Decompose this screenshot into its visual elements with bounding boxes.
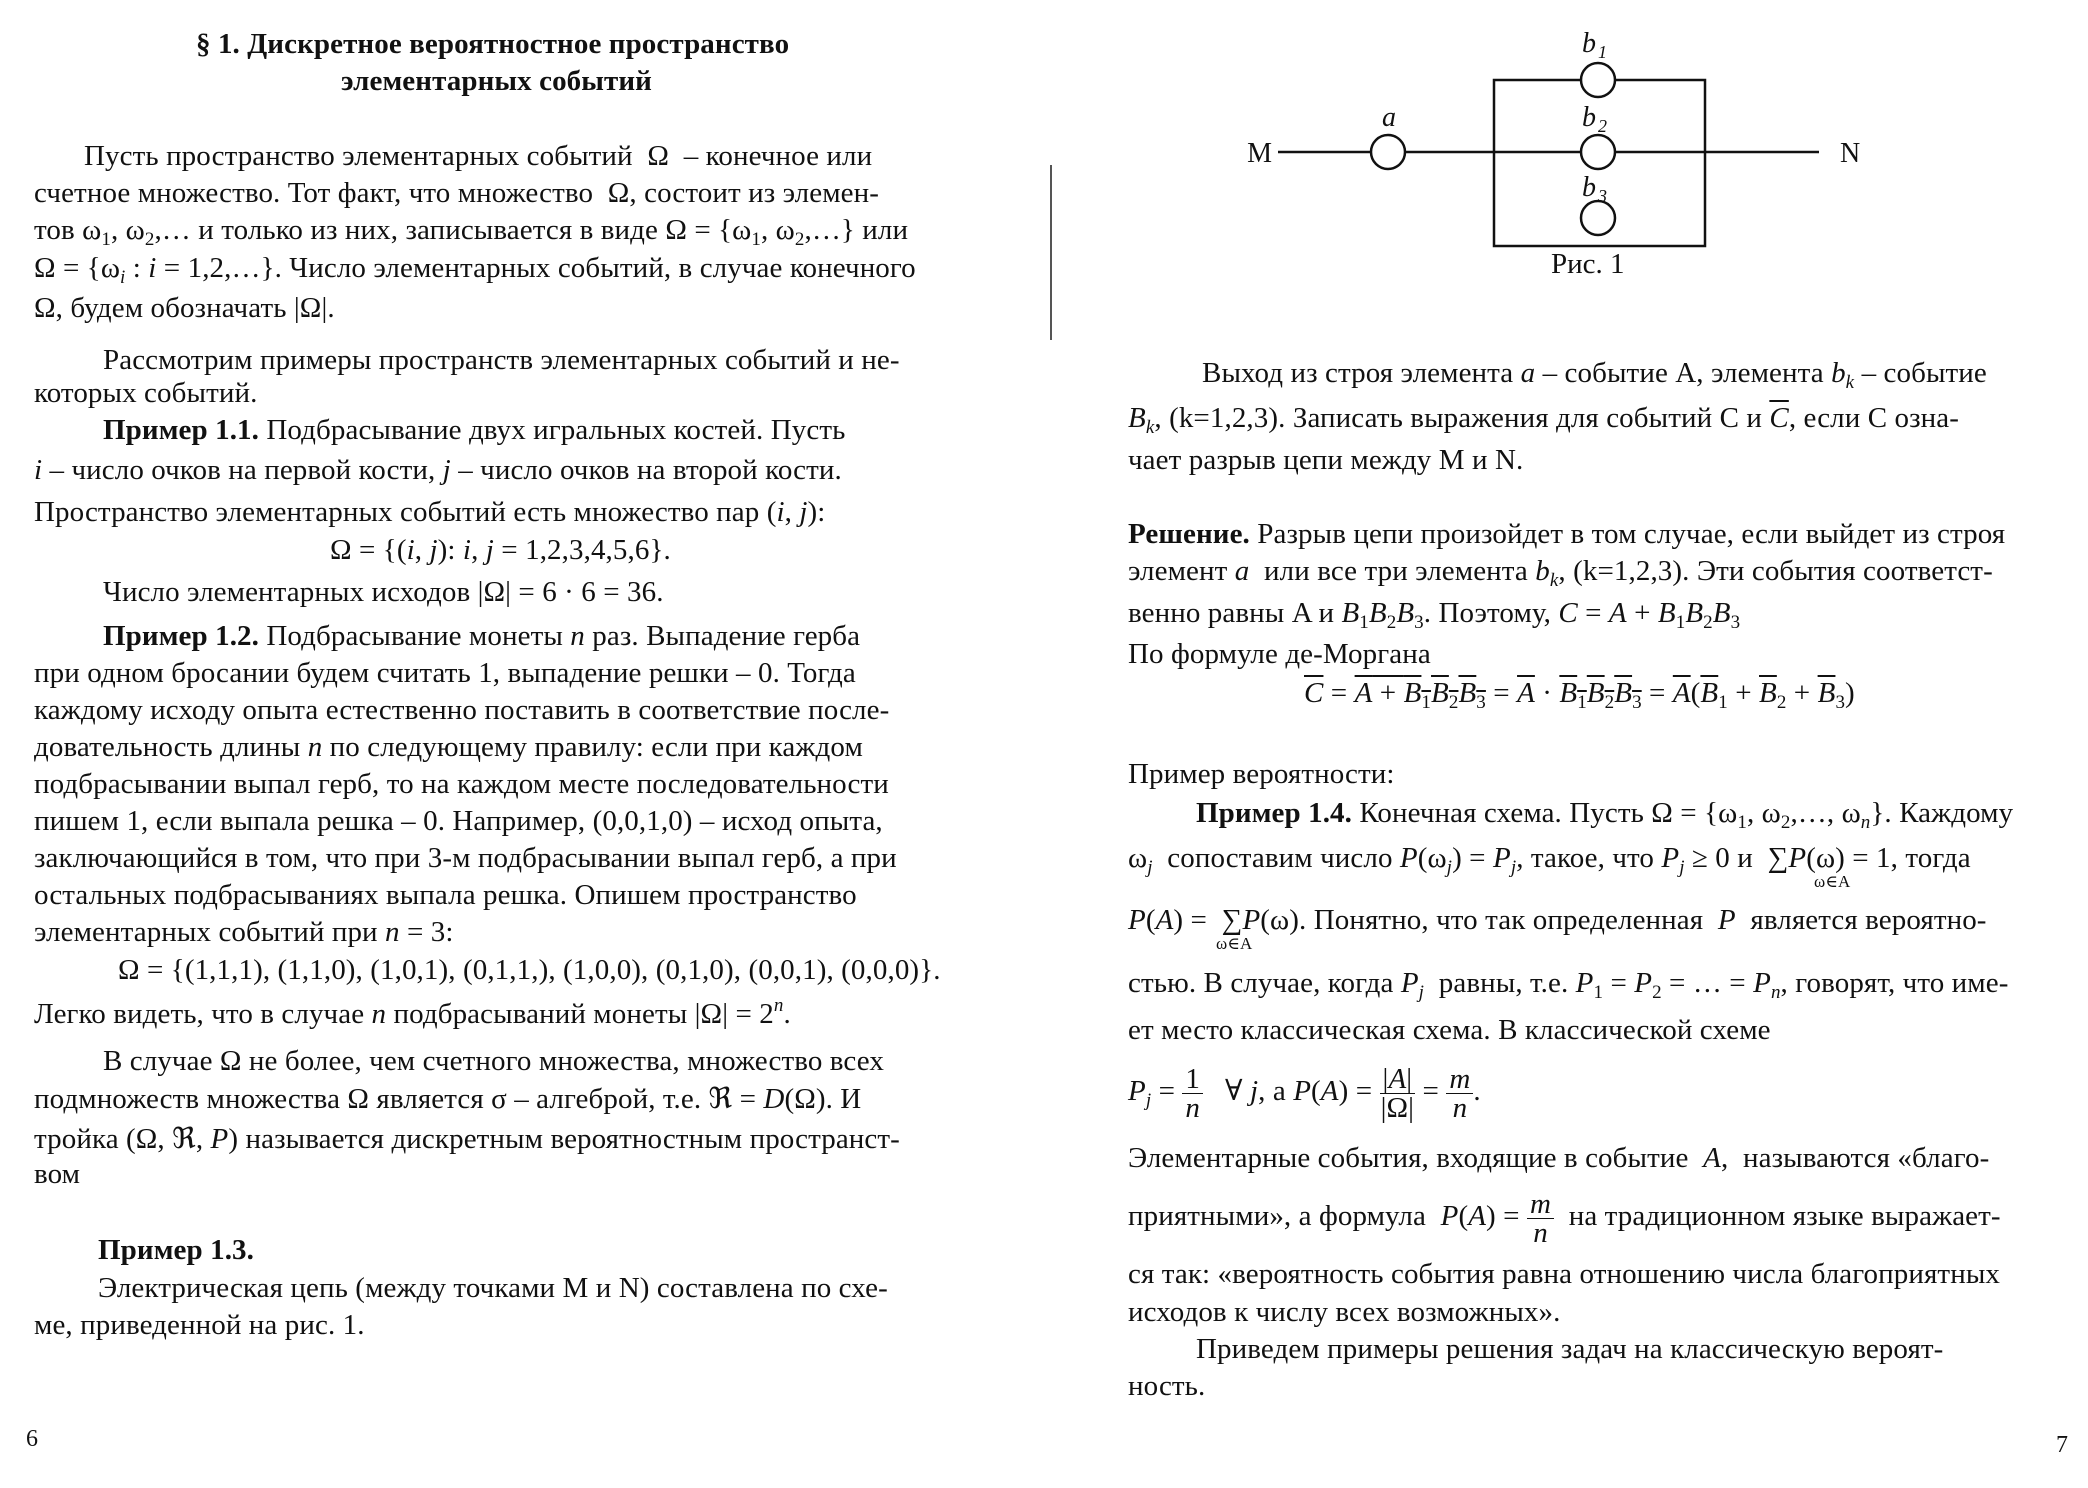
paragraph-line: Рассмотрим примеры пространств элементарных событий и не- (103, 344, 900, 376)
paragraph-line: тов $\omega_1$, $\omega_2,\dots$ и только из них, записывается в виде $\Omega = \{\omega_1$, $\omega_2,\dots$} или (34, 214, 909, 250)
label-b2: b (1582, 102, 1596, 133)
paragraph-line: которых событий. (34, 377, 258, 409)
example-1-2-line: каждому исходу опыта естественно поставить в соответствие после- (34, 694, 890, 726)
example-1-2-line: Легко видеть, что в случае n подбрасываний монеты $|\Omega| = 2^n$. (34, 995, 791, 1030)
example-1-2-line: пишем 1, если выпала решка – 0. Например, (0,0,1,0) – исход опыта, (34, 805, 883, 837)
solution-line: элемент a или все три элемента $b_k$, (k=1,2,3). Эти события соответст- (1128, 555, 1993, 591)
right-page (1044, 0, 2088, 1488)
example-1-2-line: элементарных событий при n = 3: (34, 916, 454, 948)
label-a: a (1382, 102, 1396, 133)
example-1-1-formula: Ω = {(i, j): i, j = 1,2,3,4,5,6}. (330, 534, 671, 566)
paragraph-line: тройка (Ω, ℜ, P) называется дискретным вероятностным пространст- (34, 1123, 900, 1155)
paragraph-line: Ω, будем обозначать |Ω|. (34, 292, 335, 324)
example-1-2-line: остальных подбрасываниях выпала решка. Опишем пространство (34, 879, 857, 911)
paragraph-line: Приведем примеры решения задач на классическую вероят- (1196, 1333, 1944, 1365)
example-1-4-line: стью. В случае, когда $P_j$ равны, т.е. $P_1 = P_2$ = … = $P_n$, говорят, что име- (1128, 967, 2009, 1003)
label-n: N (1840, 138, 1861, 169)
example-1-1-line: Пространство элементарных событий есть множество пар (i, j): (34, 496, 826, 528)
example-1-4-line: приятными», а формула P(A) = $\frac{m}{n}$ на традиционном языке выражает- (1128, 1188, 2001, 1249)
page-number: 7 (2056, 1432, 2068, 1458)
example-1-2-line: Пример 1.2. Подбрасывание монеты n раз. Выпадение герба (103, 620, 861, 652)
solution-title: Решение. (1128, 518, 1250, 550)
example-1-4-line: Пример 1.4. Конечная схема. Пусть $\Omega = \{\omega_1$, $\omega_2,\dots$, $\omega_n$}. Каждому (1196, 797, 2014, 833)
section-heading-line1: § 1. Дискретное вероятностное пространство (196, 28, 790, 60)
example-1-4-line: P(A) = ∑P(ω). Понятно, что так определенная P является вероятно- (1128, 904, 1987, 936)
figure-caption: Рис. 1 (1551, 248, 1625, 280)
label-b1: b (1582, 28, 1596, 59)
paragraph-line: вом (34, 1158, 81, 1190)
paragraph-line: счетное множество. Тот факт, что множество Ω, состоит из элемен- (34, 177, 879, 209)
example-1-1-line: Пример 1.1. Подбрасывание двух игральных костей. Пусть (103, 414, 846, 446)
example-1-3-line: ме, приведенной на рис. 1. (34, 1309, 365, 1341)
label-m: M (1247, 138, 1272, 169)
classical-formula: $P_j$ = $\frac{1}{n}$ ∀ j, а P(A) = $\frac{|A|}{|\Omega|}$ = $\frac{m}{n}$ . (1128, 1063, 1481, 1124)
example-1-1-line: Число элементарных исходов |Ω| = 6 · 6 = 36. (103, 576, 664, 608)
example-1-2-formula: Ω = {(1,1,1), (1,1,0), (1,0,1), (0,1,1,), (1,0,0), (0,1,0), (0,0,1), (0,0,0)}. (118, 954, 941, 986)
paragraph-line: Выход из строя элемента a – событие A, элемента $b_k$ – событие (1202, 357, 1987, 393)
example-1-4-line: ся так: «вероятность события равна отношению числа благоприятных (1128, 1258, 2001, 1290)
sum-subscript: ω∈A (1814, 872, 1851, 891)
paragraph-line: $B_k$, (k=1,2,3). Записать выражения для событий C и $\overline{C}$, если C озна- (1128, 402, 1960, 438)
example-1-2-line: подбрасывании выпал герб, то на каждом месте последовательности (34, 768, 889, 800)
example-1-4-line: ет место классическая схема. В классической схеме (1128, 1014, 1771, 1046)
example-1-4-line: $\omega_j$ сопоставим число $P(\omega_j) = P_j$, такое, что $P_j \ge 0$ и ∑P(ω) = 1, тогда (1128, 842, 1971, 878)
label-b3: b (1582, 172, 1596, 203)
example-1-1-title: Пример 1.1. (103, 414, 259, 446)
example-1-2-title: Пример 1.2. (103, 620, 259, 652)
label-b1-sub: 1 (1598, 42, 1607, 62)
solution-line: Решение. Разрыв цепи произойдет в том случае, если выйдет из строя (1128, 518, 2006, 550)
solution-line: По формуле де-Моргана (1128, 638, 1431, 670)
example-1-2-line: довательность длины n по следующему правилу: если при каждом (34, 731, 863, 763)
example-1-1-line: i – число очков на первой кости, j – число очков на второй кости. (34, 454, 842, 486)
paragraph-line: Пусть пространство элементарных событий Ω – конечное или (84, 140, 873, 172)
paragraph-line: В случае Ω не более, чем счетного множества, множество всех (103, 1045, 884, 1077)
example-1-3-line: Электрическая цепь (между точками M и N) составлена по схе- (98, 1272, 888, 1304)
paragraph-line: чает разрыв цепи между M и N. (1128, 444, 1524, 476)
solution-line: венно равны A и $B_1B_2B_3$. Поэтому, $C = A + B_1B_2B_3$ (1128, 597, 1741, 633)
label-b3-sub: 3 (1598, 186, 1607, 206)
sum-subscript: ω∈A (1216, 934, 1253, 953)
paragraph-line: ность. (1128, 1370, 1206, 1402)
probability-example-heading: Пример вероятности: (1128, 758, 1395, 790)
page-number: 6 (26, 1426, 38, 1452)
paragraph-line: $\Omega = \{\omega_i$ : i = 1,2,…}. Число элементарных событий, в случае конечного (34, 252, 916, 288)
paragraph-line: подмножеств множества Ω является σ – алгеброй, т.е. ℜ = D(Ω). И (34, 1083, 862, 1115)
label-b2-sub: 2 (1598, 116, 1607, 136)
section-heading-line2: элементарных событий (341, 65, 652, 97)
example-1-4-line: Элементарные события, входящие в событие A, называются «благо- (1128, 1142, 1990, 1174)
example-1-3-title: Пример 1.3. (98, 1234, 254, 1266)
example-1-4-title: Пример 1.4. (1196, 797, 1352, 829)
example-1-2-line: заключающийся в том, что при 3-м подбрасывании выпал герб, а при (34, 842, 897, 874)
de-morgan-formula: $\overline{C} = A + B_1B_2B_3 = \overline{A} \cdot B_1B_2B_3 = \overline{A}(\overline{B}_1 + \overline{B}_2 + \overline{B}_3)$ (1304, 677, 1855, 713)
example-1-2-line: при одном бросании будем считать 1, выпадение решки – 0. Тогда (34, 657, 856, 689)
example-1-4-line: исходов к числу всех возможных». (1128, 1296, 1561, 1328)
